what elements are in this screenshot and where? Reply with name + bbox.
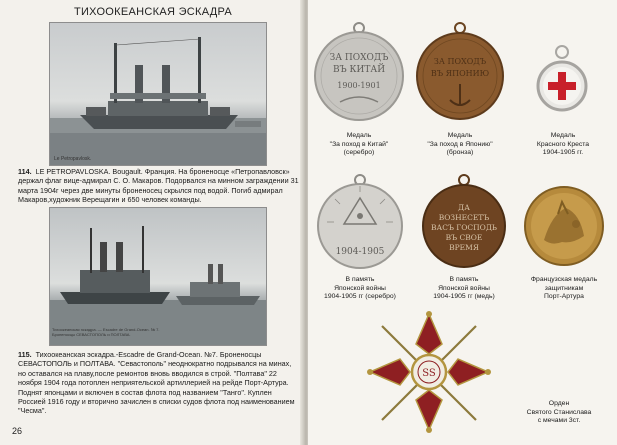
photo2-caption-line-1: Тихоокеанская эскадра. — Escadre de Grand-Ocean. № 7. [52,327,160,332]
medal-japan-war-copper-line-2: Японской войны [438,284,490,292]
medal-japan-war-copper-label [412,276,516,302]
medal-japan-line-2: "За поход в Японию" [427,140,493,148]
medal-china-label [310,132,408,158]
caption-115-text: Тихоокеанская эскадра.-Escadre de Grand-Ocean. №7. Броненосцы СЕВАСТОПОЛЬ и ПОЛТАВА. "Севастополь" неоднократно подрывался на минах, но оставался на плаву,после ремонтов вновь вводился в строй. "Полтава" 22 ноября 1904 года потоплен неприятельской артиллерией на рейде Порт-Артура. Поднят японцами и включен в состав флота под названием "Танго". Куплен Россией 1916 году и вторично зачислен в списки судов флота под наименованием "Чесма". [18,350,295,416]
medal-french-port-arthur [522,184,606,268]
medal-japan-war-silver [314,172,406,272]
photo1-caption: Le Petropavlosk. [54,156,92,162]
battleship-illustration [50,23,266,165]
svg-text:ДА: ДА [458,203,470,212]
medal-japan-war-copper-line-1: В память [449,276,479,283]
svg-text:1900-1901: 1900-1901 [337,81,381,90]
svg-text:ВРЕМЯ: ВРЕМЯ [449,243,479,252]
caption-114-text: LE PETROPAVLOSKA. Bougault. Франция. На броненосце «Петропавловск» держал флаг вице-адмирал С. О. Макаров. Подорвался на минном заграждении 31 марта 1904г через две минуты броненосец скрылся под водой. Погиб адмирал Макаров,художник Верещагин и 650 человек команды. [18,167,299,205]
page-number: 26 [12,426,23,436]
svg-text:ЗА ПОХОДЪ: ЗА ПОХОДЪ [433,57,487,66]
photo2-caption [52,327,172,337]
medal-japan-war-silver-line-2: Японской войны [334,284,386,292]
left-page [0,0,306,445]
medal-french-label [516,276,612,302]
svg-text:ВЪ СВОЕ: ВЪ СВОЕ [445,233,483,242]
medal-red-cross [534,44,590,120]
medal-china-line-3: (серебро) [343,149,375,157]
order-st-stanislaus [364,308,494,436]
order-line-1: Орден [548,400,570,407]
medal-red-cross-line-2: Красного Креста [536,140,590,148]
order-line-2: Святого Станислава [526,408,592,416]
right-page [308,0,617,445]
battleships-illustration [50,208,266,345]
medal-french-line-2: защитникам [544,284,584,292]
svg-text:ВОЗНЕСЕТЪ: ВОЗНЕСЕТЪ [438,213,490,222]
order-label [516,400,602,426]
battleship-photo-petropavlovsk [49,22,267,166]
medal-japan-label [412,132,508,158]
svg-text:ВЪ КИТАЙ: ВЪ КИТАЙ [332,65,386,75]
caption-114-number: 114. [18,167,32,176]
caption-115-number: 115. [18,350,32,359]
svg-text:ЗА ПОХОДЪ: ЗА ПОХОДЪ [329,53,389,63]
medal-red-cross-label [524,132,602,158]
medal-japan-war-silver-line-1: В память [345,276,375,283]
medal-japan-war-copper [420,172,508,272]
medal-china-line-1: Медаль [346,132,372,139]
svg-text:SS: SS [422,368,436,379]
caption-115 [18,350,300,416]
medal-japan-line-3: (бронза) [446,149,474,157]
order-line-3: с мечами 3ст. [537,417,581,425]
page-header: ТИХООКЕАНСКАЯ ЭСКАДРА [73,6,233,18]
svg-text:ВАСЪ ГОСПОДЬ: ВАСЪ ГОСПОДЬ [431,223,497,232]
svg-text:ВЪ ЯПОНИЮ: ВЪ ЯПОНИЮ [430,69,490,78]
medal-japan-war-copper-line-3: 1904-1905 гг (медь) [433,293,495,301]
medal-red-cross-line-3: 1904-1905 гг. [542,149,584,157]
caption-114 [18,167,300,205]
medal-japan-war-silver-line-3: 1904-1905 гг (серебро) [324,293,396,301]
medal-red-cross-line-1: Медаль [550,132,576,139]
medal-french-line-1: Французская медаль [530,276,598,283]
photo2-caption-line-2: Броненосцы СЕВАСТОПОЛЬ и ПОЛТАВА. [52,332,131,337]
medal-japan-campaign [412,22,508,124]
medal-china-line-2: "За поход в Китай" [329,140,389,148]
medal-china-campaign [310,22,408,122]
medal-french-line-3: Порт-Артура [544,293,584,301]
svg-text:1904-1905: 1904-1905 [335,247,385,257]
medal-japan-war-silver-label [310,276,410,302]
medal-japan-line-1: Медаль [447,132,473,139]
battleship-photo-sevastopol [49,207,267,346]
